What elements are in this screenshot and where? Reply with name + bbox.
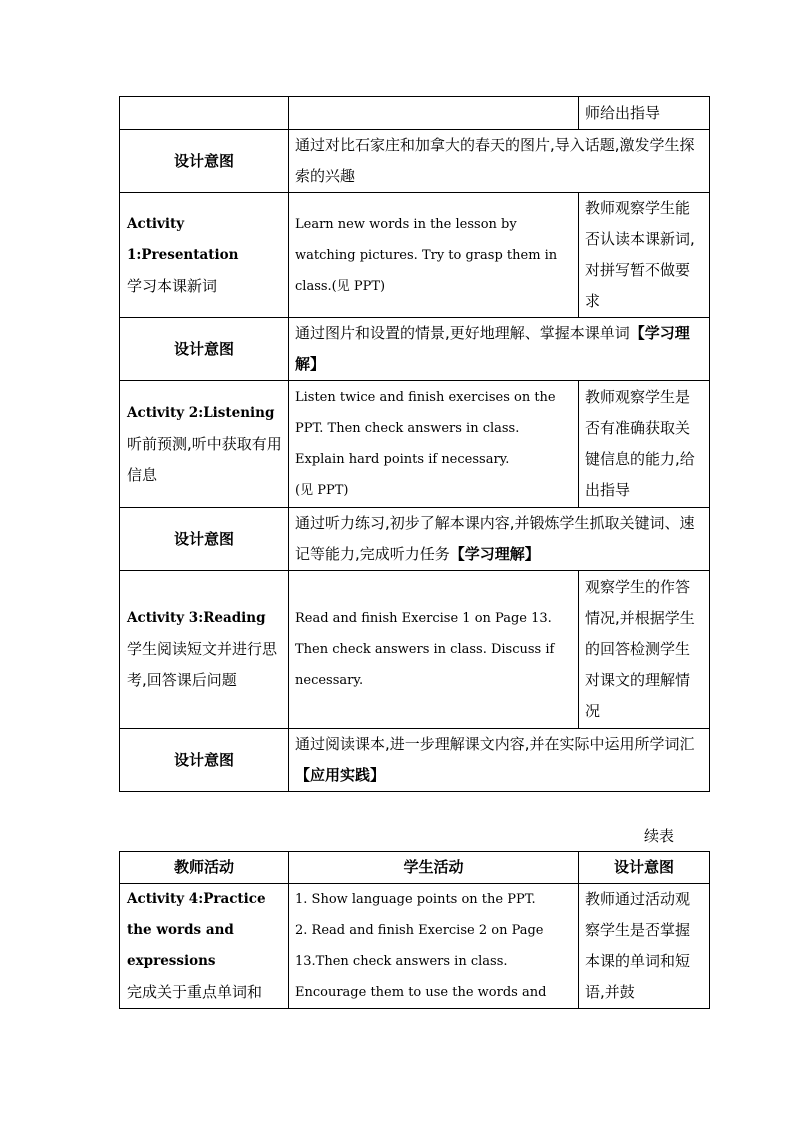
design-intent-row [120, 318, 710, 381]
note-cell: 师给出指导 [579, 97, 710, 130]
design-intent-text: 通过对比石家庄和加拿大的春天的图片,导入话题,激发学生探索的兴趣 [289, 130, 710, 193]
student-activity-cell [289, 884, 579, 1009]
observation-cell: 教师通过活动观察学生是否掌握本课的单词和短语,并鼓 [579, 884, 710, 1009]
design-intent-label: 设计意图 [120, 130, 289, 193]
header-teacher-activity: 教师活动 [120, 852, 289, 884]
student-activity-text: (见 PPT) [295, 483, 349, 498]
teacher-activity-cell [120, 884, 289, 1009]
lesson-plan-table [119, 96, 710, 792]
design-intent-text: 通过听力练习,初步了解本课内容,并锻炼学生抓取关键词、速记等能力,完成听力任务【学习理解】 [289, 508, 710, 571]
activity-subtitle: 完成关于重点单词和 [127, 983, 263, 1001]
activity-subtitle: 学习本课新词 [127, 276, 218, 295]
teacher-activity-cell [120, 193, 289, 318]
design-intent-text: 通过图片和设置的情景,更好地理解、掌握本课单词【学习理解】 [289, 318, 710, 381]
cell-empty [120, 97, 289, 130]
intent-tag: 【应用实践】 [295, 766, 386, 784]
lesson-plan-table-continued [119, 851, 710, 1009]
student-activity-text: 1. Show language points on the PPT. [295, 892, 536, 907]
teacher-activity-cell [120, 381, 289, 508]
activity-row [120, 193, 710, 318]
observation-cell: 教师观察学生能否认读本课新词,对拼写暂不做要求 [579, 193, 710, 318]
student-activity-text: Listen twice and finish exercises on the PPT. Then check answers in class. Explain hard points if necessary. [295, 390, 556, 467]
activity-title: Activity 3:Reading [127, 610, 266, 626]
student-activity-cell: Read and finish Exercise 1 on Page 13. Then check answers in class. Discuss if necessary. [289, 571, 579, 729]
student-activity-text: 2. Read and finish Exercise 2 on Page 13.Then check answers in class. Encourage them to use the words and [295, 923, 547, 1000]
table-row [120, 97, 710, 130]
continued-label: 续表 [643, 827, 674, 845]
activity-subtitle: 听前预测,听中获取有用信息 [127, 434, 282, 484]
activity-title: Activity 2:Listening [127, 404, 275, 421]
student-activity-cell: Learn new words in the lesson by watching pictures. Try to grasp them in class.(见 PPT) [289, 193, 579, 318]
observation-cell: 教师观察学生是否有准确获取关键信息的能力,给出指导 [579, 381, 710, 508]
activity-row [120, 884, 710, 1009]
header-row [120, 852, 710, 884]
activity-row [120, 381, 710, 508]
intent-tag: 【学习理解】 [295, 324, 690, 373]
design-intent-row [120, 130, 710, 193]
intent-tag: 【学习理解】 [449, 545, 540, 563]
observation-cell: 观察学生的作答情况,并根据学生的回答检测学生对课文的理解情况 [579, 571, 710, 729]
design-intent-label: 设计意图 [120, 729, 289, 792]
activity-subtitle: 学生阅读短文并进行思考,回答课后问题 [127, 640, 278, 689]
header-design-intent: 设计意图 [579, 852, 710, 884]
cell-empty [289, 97, 579, 130]
design-intent-text: 通过阅读课本,进一步理解课文内容,并在实际中运用所学词汇【应用实践】 [289, 729, 710, 792]
design-intent-row [120, 508, 710, 571]
teacher-activity-cell [120, 571, 289, 729]
header-student-activity: 学生活动 [289, 852, 579, 884]
activity-row [120, 571, 710, 729]
student-activity-cell [289, 381, 579, 508]
activity-title: Activity 1:Presentation [127, 215, 239, 263]
activity-title: Activity 4:Practice the words and expressions [127, 891, 266, 969]
design-intent-label: 设计意图 [120, 318, 289, 381]
design-intent-row [120, 729, 710, 792]
design-intent-label: 设计意图 [120, 508, 289, 571]
